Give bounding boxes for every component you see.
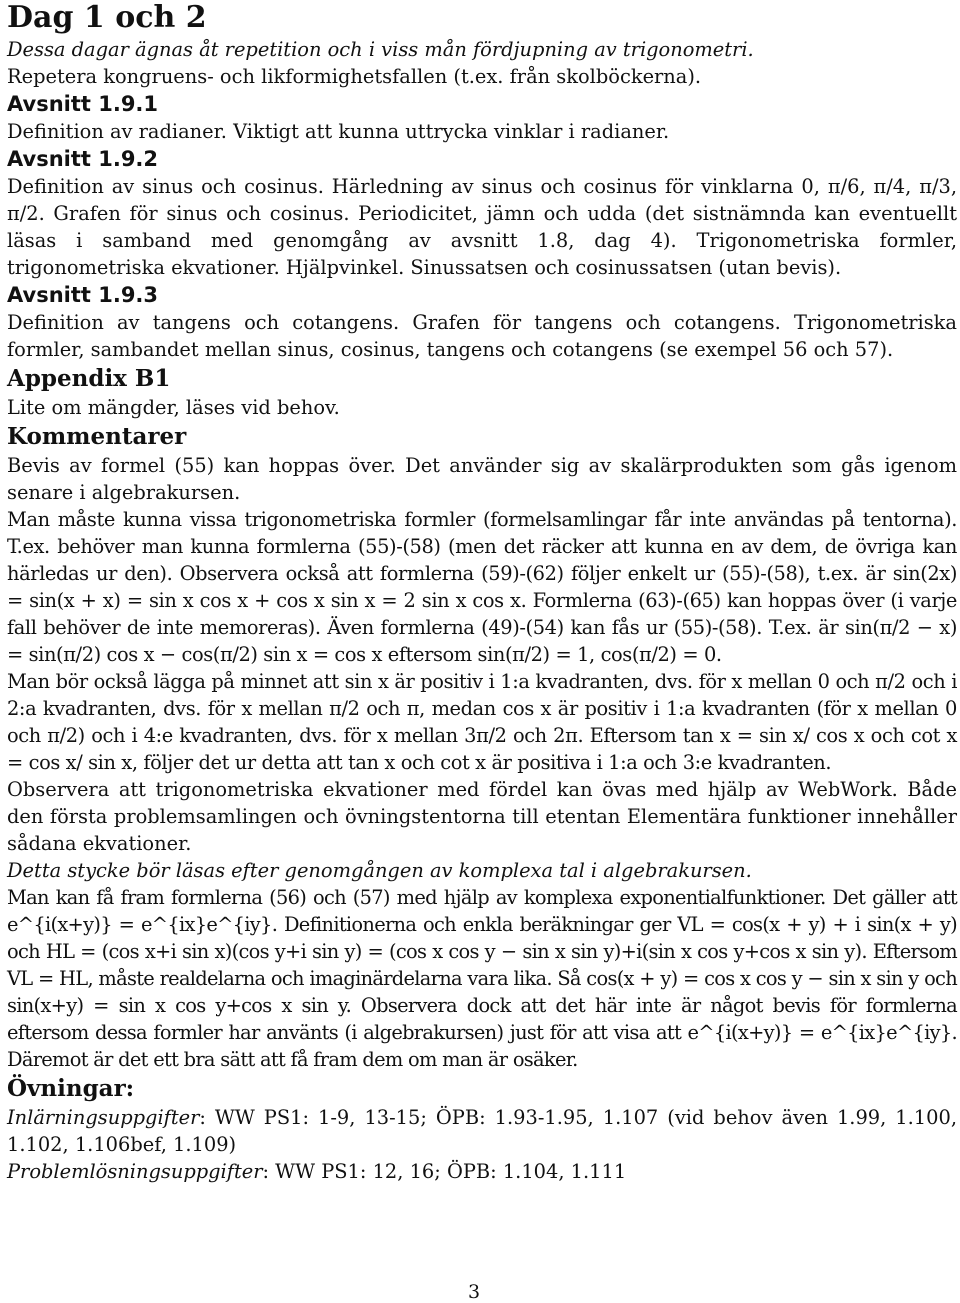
comments-paragraph-3: Man bör också lägga på minnet att sin x är positiv i 1:a kvadranten, dvs. för x mellan 0 och π/2 och i 2:a kvadranten, dvs. för x mellan π/2 och π, medan cos x är positiv i 1:a kvadranten (för x mellan 0 och π/2) och i 4:e kvadranten, dvs. för x mellan 3π/2 och 2π. Eftersom tan x = sin x/ cos x och cot x = cos x/ sin x, följer det ur detta att tan x och cot x är positiva i 1:a och 3:e kvadranten. xyxy=(7,670,957,774)
problem-label: Problemlösningsuppgifter xyxy=(7,1160,263,1183)
comments-paragraph-1: Bevis av formel (55) kan hoppas över. Det använder sig av skalärprodukten som gås igenom senare i algebrakursen. xyxy=(7,454,957,504)
section-text-193: Definition av tangens och cotangens. Grafen för tangens och cotangens. Trigonometriska formler, sambandet mellan sinus, cosinus, tangens och cotangens (se exempel 56 och 57). xyxy=(7,311,957,361)
repeat-text: Repetera kongruens- och likformighetsfallen (t.ex. från skolböckerna). xyxy=(7,65,702,88)
page-title: Dag 1 och 2 xyxy=(7,0,207,35)
appendix-text: Lite om mängder, läses vid behov. xyxy=(7,396,340,419)
comments-paragraph-6: Man kan få fram formlerna (56) och (57) med hjälp av komplexa exponentialfunktioner. Det gäller att e^{i(x+y)} = e^{ix}e^{iy}. Definitionerna och enkla beräkningar ger VL = cos(x + y) + i sin(x + y) och HL = (cos x+i sin x)(cos y+i sin y) = (cos x cos y − sin x sin y)+i(sin x cos y+cos x sin y). Eftersom VL = HL, måste realdelarna och imaginärdelarna vara lika. Så cos(x + y) = cos x cos y − sin x sin y och sin(x+y) = sin x cos y+cos x sin y. Observera dock att det här inte är något bevis för formlerna eftersom dessa formler har använts (i algebrakursen) just för att visa att e^{i(x+y)} = e^{ix}e^{iy}. Däremot är det ett bra sätt att få fram dem om man är osäker. xyxy=(7,886,957,1071)
problem-list: : WW PS1: 12, 16; ÖPB: 1.104, 1.111 xyxy=(262,1160,627,1183)
exercises-heading: Övningar: xyxy=(7,1075,135,1102)
learning-exercises xyxy=(7,1104,957,1158)
section-heading-192: Avsnitt 1.9.2 xyxy=(7,147,159,171)
document-page xyxy=(7,0,957,1185)
page-number: 3 xyxy=(468,1281,481,1303)
section-text-191: Definition av radianer. Viktigt att kunna uttrycka vinklar i radianer. xyxy=(7,120,670,143)
comments-paragraph-2: Man måste kunna vissa trigonometriska formler (formelsamlingar får inte användas på tentorna). T.ex. behöver man kunna formlerna (55)-(58) (men det räcker att kunna en av dem, de övriga kan härledas ur den). Observera också att formlerna (59)-(62) följer enkelt ur (55)-(58), t.ex. är sin(2x) = sin(x + x) = sin x cos x + cos x sin x = 2 sin x cos x. Formlerna (63)-(65) kan hoppas över (i varje fall behöver de inte memoreras). Även formlerna (49)-(54) kan fås ur (55)-(58). T.ex. är sin(π/2 − x) = sin(π/2) cos x − cos(π/2) sin x = cos x eftersom sin(π/2) = 1, cos(π/2) = 0. xyxy=(7,508,957,666)
section-heading-193: Avsnitt 1.9.3 xyxy=(7,283,159,307)
comments-paragraph-5: Detta stycke bör läsas efter genomgången av komplexa tal i algebrakursen. xyxy=(7,859,752,882)
comments-paragraph-4: Observera att trigonometriska ekvationer med fördel kan övas med hjälp av WebWork. Både den första problemsamlingen och övningstentorna till etentan Elementära funktioner innehåller sådana ekvationer. xyxy=(7,778,957,855)
intro-text: Dessa dagar ägnas åt repetition och i viss mån fördjupning av trigonometri. xyxy=(7,38,754,61)
appendix-heading: Appendix B1 xyxy=(7,365,171,392)
section-heading-191: Avsnitt 1.9.1 xyxy=(7,92,159,116)
section-text-192: Definition av sinus och cosinus. Härledning av sinus och cosinus för vinklarna 0, π/6, π/4, π/3, π/2. Grafen för sinus och cosinus. Periodicitet, jämn och udda (det sistnämnda kan eventuellt läsas i samband med genomgång av avsnitt 1.8, dag 4). Trigonometriska formler, trigonometriska ekvationer. Hjälpvinkel. Sinussatsen och cosinussatsen (utan bevis). xyxy=(7,175,957,279)
problem-exercises xyxy=(7,1158,957,1185)
learning-list: : WW PS1: 1-9, 13-15; ÖPB: 1.93-1.95, 1.107 (vid behov även 1.99, 1.100, 1.102, 1.106bef, 1.109) xyxy=(7,1106,957,1156)
learning-label: Inlärningsuppgifter xyxy=(7,1106,200,1129)
comments-heading: Kommentarer xyxy=(7,423,187,450)
